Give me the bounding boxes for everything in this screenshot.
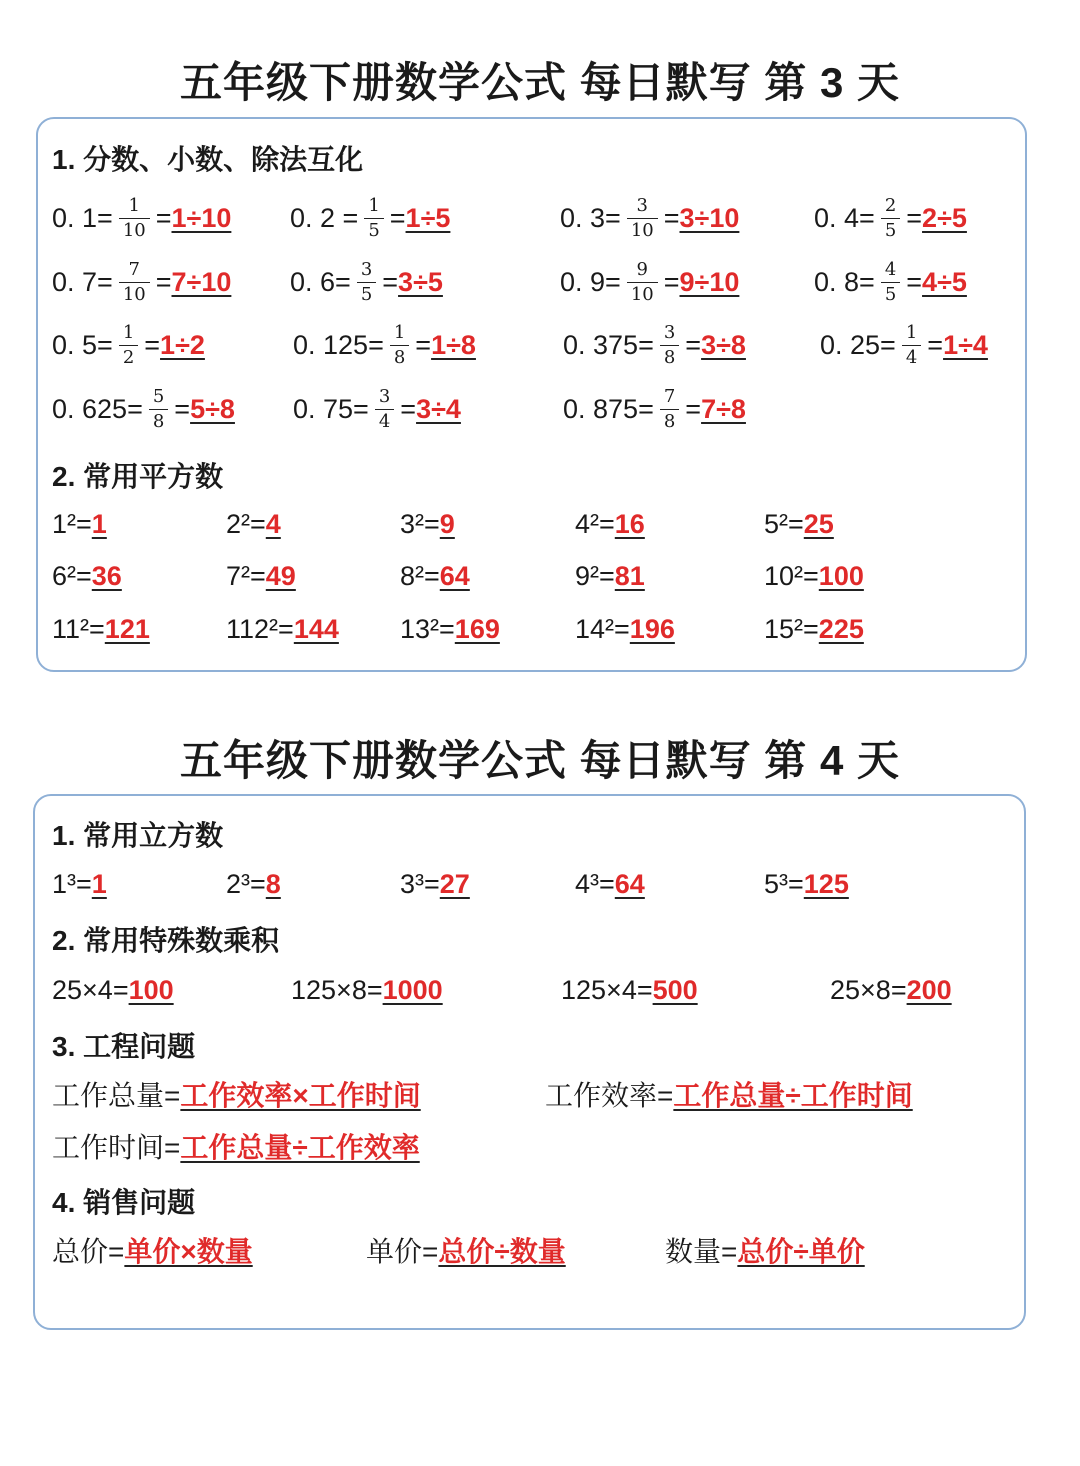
section-title: 2. 常用特殊数乘积 bbox=[52, 925, 280, 956]
numerator: 7 bbox=[663, 385, 676, 407]
square-item bbox=[764, 499, 858, 549]
answer: 121 bbox=[104, 613, 150, 644]
answer: 49 bbox=[265, 560, 296, 591]
square-item bbox=[575, 604, 684, 654]
square-item bbox=[400, 604, 509, 654]
fraction-item bbox=[560, 193, 739, 243]
decimal-value: 0. 9= bbox=[560, 266, 621, 297]
question: 25×8= bbox=[830, 974, 907, 1005]
numerator: 3 bbox=[663, 321, 676, 343]
answer: 169 bbox=[454, 613, 500, 644]
question: 7²= bbox=[226, 560, 266, 591]
product-item bbox=[291, 965, 443, 1015]
question: 9²= bbox=[575, 560, 615, 591]
fraction bbox=[149, 387, 168, 432]
decimal-value: 0. 7= bbox=[52, 266, 113, 297]
decimal-value: 0. 6= bbox=[290, 266, 351, 297]
answer: 7÷10 bbox=[171, 266, 232, 297]
fraction bbox=[627, 260, 658, 305]
denominator: 10 bbox=[119, 282, 150, 305]
formula-item bbox=[52, 1225, 253, 1275]
square-item bbox=[226, 499, 320, 549]
decimal-value: 0. 375= bbox=[563, 329, 654, 360]
answer: 36 bbox=[91, 560, 122, 591]
denominator: 10 bbox=[627, 218, 658, 241]
decimal-value: 0. 3= bbox=[560, 202, 621, 233]
answer: 1 bbox=[91, 868, 107, 899]
answer: 64 bbox=[439, 560, 470, 591]
fraction bbox=[119, 323, 138, 368]
answer: 3÷4 bbox=[416, 393, 461, 424]
formula-item bbox=[52, 1069, 421, 1119]
fraction-item bbox=[820, 320, 988, 370]
question: 3³= bbox=[400, 868, 440, 899]
question: 125×4= bbox=[561, 974, 653, 1005]
denominator: 4 bbox=[902, 345, 921, 368]
square-item bbox=[575, 499, 669, 549]
fraction bbox=[119, 260, 150, 305]
answer: 1÷2 bbox=[160, 329, 205, 360]
square-item bbox=[764, 604, 873, 654]
fraction-item bbox=[52, 320, 205, 370]
answer: 工作总量÷工作时间 bbox=[673, 1080, 913, 1111]
numerator: 2 bbox=[884, 194, 897, 216]
question: 125×8= bbox=[291, 974, 383, 1005]
equals: = bbox=[155, 266, 172, 297]
answer: 工作效率×工作时间 bbox=[180, 1080, 421, 1111]
answer: 100 bbox=[818, 560, 864, 591]
answer: 1 bbox=[91, 508, 107, 539]
equals: = bbox=[389, 202, 406, 233]
answer: 196 bbox=[629, 613, 675, 644]
section-title: 4. 销售问题 bbox=[52, 1187, 196, 1218]
question: 25×4= bbox=[52, 974, 129, 1005]
denominator: 10 bbox=[119, 218, 150, 241]
answer: 1÷8 bbox=[431, 329, 476, 360]
question: 数量= bbox=[665, 1236, 738, 1267]
numerator: 7 bbox=[128, 258, 140, 280]
answer: 500 bbox=[652, 974, 698, 1005]
decimal-value: 0. 25= bbox=[820, 329, 896, 360]
question: 工作总量= bbox=[52, 1080, 181, 1111]
decimal-value: 0. 75= bbox=[293, 393, 369, 424]
question: 4²= bbox=[575, 508, 615, 539]
denominator: 4 bbox=[375, 409, 394, 432]
answer: 8 bbox=[265, 868, 281, 899]
question: 总价= bbox=[52, 1236, 125, 1267]
equals: = bbox=[927, 329, 944, 360]
answer: 1÷10 bbox=[171, 202, 232, 233]
square-item bbox=[52, 551, 146, 601]
fraction-item bbox=[563, 320, 746, 370]
equals: = bbox=[382, 266, 399, 297]
numerator: 5 bbox=[152, 385, 165, 407]
question: 14²= bbox=[575, 613, 630, 644]
fraction-item bbox=[814, 193, 967, 243]
square-item bbox=[226, 604, 348, 654]
answer: 81 bbox=[614, 560, 645, 591]
answer: 1÷5 bbox=[405, 202, 451, 233]
decimal-value: 0. 8= bbox=[814, 266, 875, 297]
section-title: 1. 常用立方数 bbox=[52, 820, 224, 851]
fraction bbox=[881, 260, 900, 305]
denominator: 5 bbox=[881, 282, 900, 305]
numerator: 1 bbox=[122, 321, 135, 343]
answer: 225 bbox=[818, 613, 864, 644]
decimal-value: 0. 4= bbox=[814, 202, 875, 233]
formula-item bbox=[366, 1225, 566, 1275]
question: 2³= bbox=[226, 868, 266, 899]
section-title: 3. 工程问题 bbox=[52, 1031, 196, 1062]
answer: 工作总量÷工作效率 bbox=[180, 1132, 420, 1163]
answer: 5÷8 bbox=[190, 393, 235, 424]
fraction-item bbox=[290, 257, 443, 307]
denominator: 8 bbox=[660, 409, 679, 432]
equals: = bbox=[663, 266, 680, 297]
question: 工作效率= bbox=[545, 1080, 674, 1111]
formula-item bbox=[52, 1121, 420, 1171]
answer: 1÷4 bbox=[943, 329, 988, 360]
question: 5²= bbox=[764, 508, 804, 539]
equals: = bbox=[663, 202, 680, 233]
cube-item bbox=[52, 859, 146, 909]
question: 1³= bbox=[52, 868, 92, 899]
page-title-day3: 五年级下册数学公式 每日默写 第 3 天 bbox=[179, 59, 901, 106]
decimal-value: 0. 125= bbox=[293, 329, 384, 360]
denominator: 8 bbox=[390, 345, 409, 368]
fraction-item bbox=[52, 193, 231, 243]
question: 1²= bbox=[52, 508, 92, 539]
question: 2²= bbox=[226, 508, 266, 539]
answer: 单价×数量 bbox=[124, 1236, 253, 1267]
question: 6²= bbox=[52, 560, 92, 591]
numerator: 1 bbox=[128, 194, 140, 216]
fraction bbox=[375, 387, 394, 432]
question: 112²= bbox=[226, 613, 294, 644]
denominator: 8 bbox=[149, 409, 168, 432]
question: 8²= bbox=[400, 560, 440, 591]
square-item bbox=[52, 604, 159, 654]
product-item bbox=[561, 965, 698, 1015]
square-item bbox=[226, 551, 320, 601]
answer: 125 bbox=[803, 868, 849, 899]
fraction bbox=[881, 196, 900, 241]
answer: 3÷8 bbox=[701, 329, 746, 360]
product-item bbox=[830, 965, 952, 1015]
question: 4³= bbox=[575, 868, 615, 899]
question: 13²= bbox=[400, 613, 455, 644]
answer: 64 bbox=[614, 868, 645, 899]
answer: 3÷10 bbox=[679, 202, 740, 233]
cube-item bbox=[400, 859, 494, 909]
answer: 7÷8 bbox=[701, 393, 746, 424]
fraction-item bbox=[293, 384, 461, 434]
equals: = bbox=[906, 266, 923, 297]
numerator: 1 bbox=[393, 321, 406, 343]
answer: 总价÷数量 bbox=[438, 1236, 566, 1267]
numerator: 3 bbox=[378, 385, 391, 407]
equals: = bbox=[685, 329, 702, 360]
answer: 9÷10 bbox=[679, 266, 740, 297]
fraction bbox=[902, 323, 921, 368]
cube-item bbox=[764, 859, 858, 909]
question: 单价= bbox=[366, 1236, 439, 1267]
fraction-item bbox=[52, 257, 231, 307]
denominator: 8 bbox=[660, 345, 679, 368]
square-item bbox=[764, 551, 873, 601]
decimal-value: 0. 875= bbox=[563, 393, 654, 424]
square-item bbox=[400, 499, 494, 549]
fraction-item bbox=[560, 257, 739, 307]
answer: 总价÷单价 bbox=[737, 1236, 865, 1267]
equals: = bbox=[400, 393, 417, 424]
equals: = bbox=[685, 393, 702, 424]
page-title-day4: 五年级下册数学公式 每日默写 第 4 天 bbox=[179, 737, 901, 784]
formula-item bbox=[545, 1069, 913, 1119]
numerator: 4 bbox=[884, 258, 897, 280]
question: 11²= bbox=[52, 613, 105, 644]
cube-item bbox=[226, 859, 320, 909]
answer: 25 bbox=[803, 508, 834, 539]
answer: 4 bbox=[265, 508, 281, 539]
fraction bbox=[660, 387, 679, 432]
fraction bbox=[119, 196, 150, 241]
cube-item bbox=[575, 859, 669, 909]
square-item bbox=[52, 499, 146, 549]
answer: 27 bbox=[439, 868, 470, 899]
answer: 144 bbox=[293, 613, 339, 644]
equals: = bbox=[144, 329, 161, 360]
numerator: 1 bbox=[368, 194, 380, 216]
fraction bbox=[660, 323, 679, 368]
question: 5³= bbox=[764, 868, 804, 899]
section-title: 1. 分数、小数、除法互化 bbox=[52, 144, 364, 175]
answer: 4÷5 bbox=[922, 266, 967, 297]
decimal-value: 0. 1= bbox=[52, 202, 113, 233]
fraction-item bbox=[293, 320, 476, 370]
answer: 200 bbox=[906, 974, 952, 1005]
fraction-item bbox=[52, 384, 235, 434]
denominator: 2 bbox=[119, 345, 138, 368]
equals: = bbox=[415, 329, 432, 360]
denominator: 5 bbox=[364, 218, 383, 241]
numerator: 3 bbox=[636, 194, 648, 216]
square-item bbox=[575, 551, 669, 601]
fraction-item bbox=[814, 257, 967, 307]
square-item bbox=[400, 551, 494, 601]
answer: 3÷5 bbox=[398, 266, 443, 297]
question: 10²= bbox=[764, 560, 819, 591]
numerator: 1 bbox=[905, 321, 918, 343]
equals: = bbox=[155, 202, 172, 233]
answer: 16 bbox=[614, 508, 645, 539]
denominator: 5 bbox=[357, 282, 376, 305]
denominator: 5 bbox=[881, 218, 900, 241]
question: 工作时间= bbox=[52, 1132, 181, 1163]
denominator: 10 bbox=[627, 282, 658, 305]
fraction bbox=[357, 260, 376, 305]
answer: 100 bbox=[128, 974, 174, 1005]
fraction-item bbox=[290, 193, 450, 243]
equals: = bbox=[906, 202, 923, 233]
decimal-value: 0. 2 = bbox=[290, 202, 359, 233]
fraction-item bbox=[563, 384, 746, 434]
formula-item bbox=[665, 1225, 865, 1275]
decimal-value: 0. 625= bbox=[52, 393, 143, 424]
answer: 9 bbox=[439, 508, 455, 539]
fraction bbox=[390, 323, 409, 368]
fraction bbox=[364, 196, 383, 241]
numerator: 3 bbox=[360, 258, 373, 280]
numerator: 9 bbox=[636, 258, 648, 280]
product-item bbox=[52, 965, 174, 1015]
decimal-value: 0. 5= bbox=[52, 329, 113, 360]
question: 15²= bbox=[764, 613, 819, 644]
equals: = bbox=[174, 393, 191, 424]
answer: 2÷5 bbox=[922, 202, 967, 233]
answer: 1000 bbox=[382, 974, 443, 1005]
fraction bbox=[627, 196, 658, 241]
section-title: 2. 常用平方数 bbox=[52, 461, 224, 492]
question: 3²= bbox=[400, 508, 440, 539]
